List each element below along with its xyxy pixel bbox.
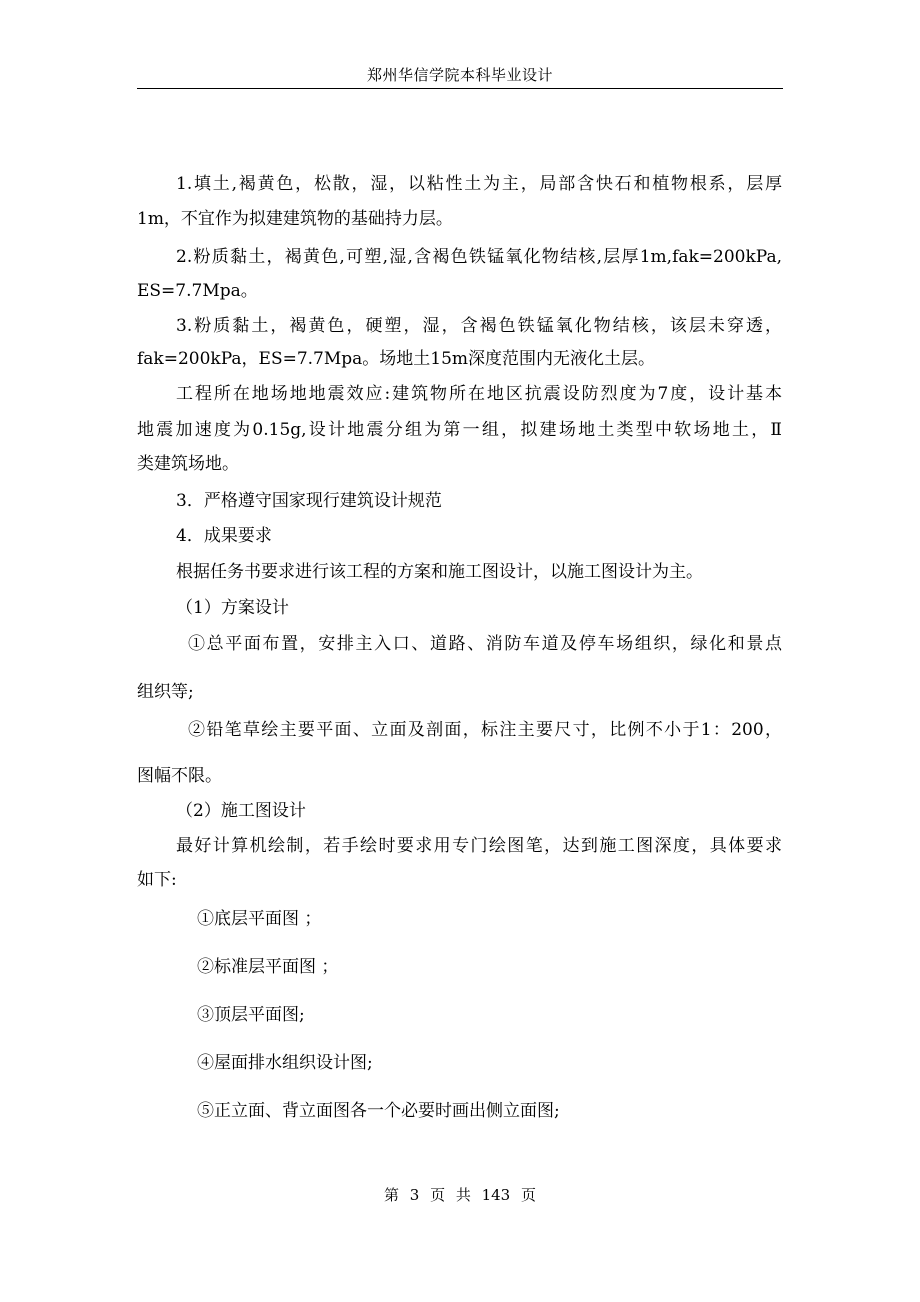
construction-item-2: ②标准层平面图 ；	[197, 957, 339, 977]
paragraph-silty-clay-1-line-1: 2.粉质黏土，褐黄色,可塑,湿,含褐色铁锰氧化物结核,层厚1m,fak=200kPa,	[176, 247, 782, 267]
paragraph-silty-clay-2-line-2: fak=200kPa，ES=7.7Mpa。场地土15m深度范围内无液化土层。	[137, 349, 656, 369]
paragraph-seismic-line-1: 工程所在地场地地震效应:建筑物所在地区抗震设防烈度为7度，设计基本	[176, 384, 782, 404]
construction-intro-line-1: 最好计算机绘制，若手绘时要求用专门绘图笔，达到施工图深度，具体要求	[176, 836, 782, 856]
section-heading-3: 3．严格遵守国家现行建筑设计规范	[176, 491, 442, 511]
requirements-intro: 根据任务书要求进行该工程的方案和施工图设计，以施工图设计为主。	[176, 562, 703, 582]
page-footer: 第 3 页 共 143 页	[383, 1186, 536, 1204]
scheme-item-1-line-1: ①总平面布置，安排主入口、道路、消防车道及停车场组织，绿化和景点	[188, 634, 782, 654]
paragraph-seismic-line-3: 类建筑场地。	[137, 454, 239, 474]
scheme-item-2-line-2: 图幅不限。	[137, 766, 222, 786]
construction-intro-line-2: 如下:	[137, 870, 177, 890]
construction-item-5: ⑤正立面、背立面图各一个必要时画出侧立面图;	[197, 1101, 560, 1121]
page-header: 郑州华信学院本科毕业设计	[137, 64, 783, 89]
paragraph-seismic-line-2: 地震加速度为0.15g,设计地震分组为第一组，拟建场地土类型中软场地土，Ⅱ	[137, 420, 782, 440]
construction-design-heading: （2）施工图设计	[176, 801, 306, 821]
scheme-design-heading: （1）方案设计	[176, 598, 289, 618]
construction-item-1: ①底层平面图 ；	[197, 909, 322, 929]
construction-item-4: ④屋面排水组织设计图;	[197, 1053, 373, 1073]
scheme-item-2-line-1: ②铅笔草绘主要平面、立面及剖面，标注主要尺寸，比例不小于1：200，	[188, 720, 782, 740]
paragraph-silty-clay-2-line-1: 3.粉质黏土，褐黄色，硬塑，湿，含褐色铁锰氧化物结核，该层未穿透，	[176, 316, 782, 336]
scheme-item-1-line-2: 组织等;	[137, 682, 194, 702]
paragraph-fill-soil-line-1: 1.填土,褐黄色，松散，湿，以粘性土为主，局部含快石和植物根系，层厚	[176, 174, 782, 194]
paragraph-silty-clay-1-line-2: ES=7.7Mpa。	[137, 281, 258, 301]
section-heading-4: 4．成果要求	[176, 526, 272, 546]
construction-item-3: ③顶层平面图;	[197, 1005, 305, 1025]
paragraph-fill-soil-line-2: 1m，不宜作为拟建建筑物的基础持力层。	[137, 209, 453, 229]
